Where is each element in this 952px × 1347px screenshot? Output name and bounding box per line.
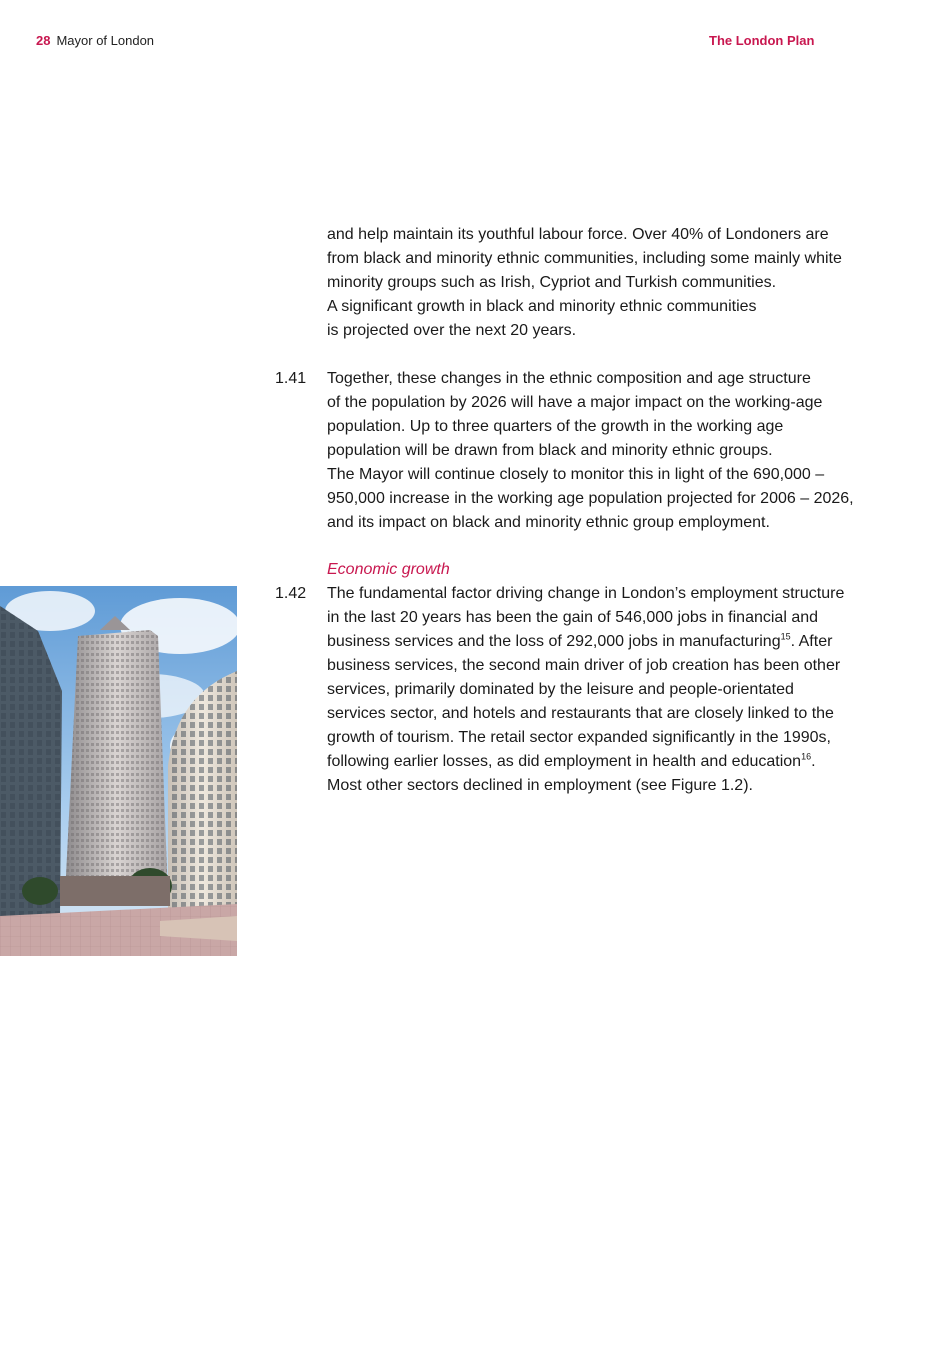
footnote-marker-15[interactable]: 15 xyxy=(780,631,791,642)
text-line: Together, these changes in the ethnic composition and age structure xyxy=(327,370,811,387)
paragraph-1-40-continued xyxy=(327,223,897,343)
page-number: 28 xyxy=(36,33,51,48)
text-run: business services and the loss of 292,000 jobs in manufacturing xyxy=(327,633,781,650)
footnote-marker-16[interactable]: 16 xyxy=(801,751,812,762)
text-line: and help maintain its youthful labour force. Over 40% of Londoners are xyxy=(327,226,829,243)
text-line xyxy=(327,630,897,654)
running-header-left xyxy=(36,33,154,48)
document-title: The London Plan xyxy=(709,33,815,48)
text-line: minority groups such as Irish, Cypriot and Turkish communities. xyxy=(327,274,777,291)
text-line: Most other sectors declined in employment (see Figure 1.2). xyxy=(327,777,753,794)
paragraph-1-42 xyxy=(327,582,897,798)
text-run: . After xyxy=(790,633,833,650)
text-line: business services, the second main driver of job creation has been other xyxy=(327,657,841,674)
text-line: The Mayor will continue closely to monitor this in light of the 690,000 – xyxy=(327,466,825,483)
text-line: and its impact on black and minority ethnic group employment. xyxy=(327,514,770,531)
paragraph-1-41 xyxy=(327,367,897,535)
text-line: of the population by 2026 will have a major impact on the working-age xyxy=(327,394,823,411)
paragraph-number-1-41: 1.41 xyxy=(275,370,307,387)
text-line: services, primarily dominated by the leisure and people-orientated xyxy=(327,681,794,698)
text-line: A significant growth in black and minority ethnic communities xyxy=(327,298,757,315)
paragraph-number-1-42: 1.42 xyxy=(275,585,307,602)
text-line: growth of tourism. The retail sector expanded significantly in the 1990s, xyxy=(327,729,831,746)
text-line: is projected over the next 20 years. xyxy=(327,322,577,339)
text-line: population will be drawn from black and minority ethnic groups. xyxy=(327,442,773,459)
text-line: services sector, and hotels and restaurants that are closely linked to the xyxy=(327,705,834,722)
text-run: . xyxy=(811,753,816,770)
text-line: The fundamental factor driving change in London’s employment structure xyxy=(327,585,845,602)
text-line: in the last 20 years has been the gain of 546,000 jobs in financial and xyxy=(327,609,819,626)
text-line: 950,000 increase in the working age population projected for 2006 – 2026, xyxy=(327,490,854,507)
text-line xyxy=(327,750,897,774)
canary-wharf-photo xyxy=(0,586,237,956)
text-run: following earlier losses, as did employment in health and education xyxy=(327,753,802,770)
text-line: from black and minority ethnic communities, including some mainly white xyxy=(327,250,842,267)
section-subheading: Economic growth xyxy=(327,561,450,578)
publisher-name: Mayor of London xyxy=(56,33,155,48)
text-line: population. Up to three quarters of the growth in the working age xyxy=(327,418,784,435)
